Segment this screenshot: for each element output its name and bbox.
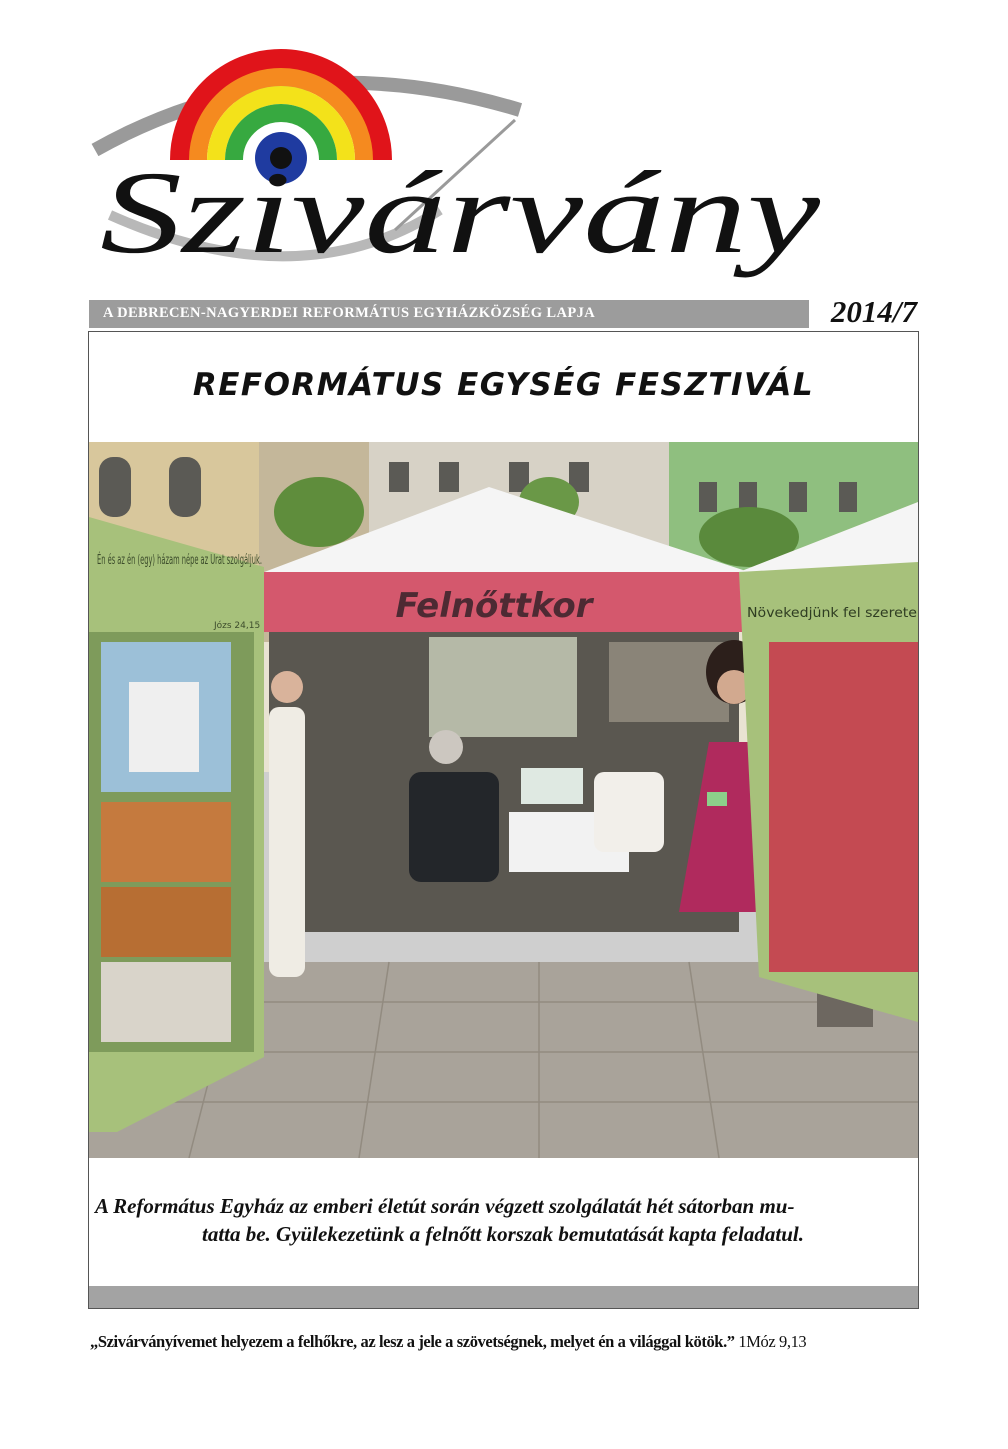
cover-photo [89,442,918,1158]
left-banner-reference: Józs 24,15 [214,621,261,631]
tent-banner-label: Felnőttkor [395,586,593,626]
page-title: REFORMÁTUS EGYSÉG FESZTIVÁL [192,367,815,403]
right-banner-text: Növekedjünk fel szerete [747,606,917,621]
photo-caption [95,1192,911,1248]
quote-text: „Szivárványívemet helyezem a felhőkre, az lesz a jele a szövetségnek, melyet én a világgal kötök.” [90,1332,735,1351]
quote-reference: 1Móz 9,13 [738,1332,807,1351]
bible-quote [90,1332,920,1352]
left-banner-text: Én és az én (egy) házam népe az Urat szolgáljuk. [97,553,418,568]
projection-screen [429,637,577,737]
cover-frame [88,331,919,1309]
rainbow-eye-logo [0,0,1008,296]
issue-number: 2014/7 [830,294,917,329]
caption-line-1: A Református Egyház az emberi életút során végzett szolgálatát hét sátorban mu- [95,1194,795,1218]
caption-line-2: tatta be. Gyülekezetünk a felnőtt korszak bemutatását kapta feladatul. [201,1222,804,1246]
publication-subtitle: A DEBRECEN-NAGYERDEI REFORMÁTUS EGYHÁZKÖZSÉG LAPJA [103,305,596,321]
header-bar [89,296,919,330]
bottom-strip [89,1286,918,1308]
masthead [0,0,1008,296]
masthead-title: Szivárvány [100,147,821,278]
